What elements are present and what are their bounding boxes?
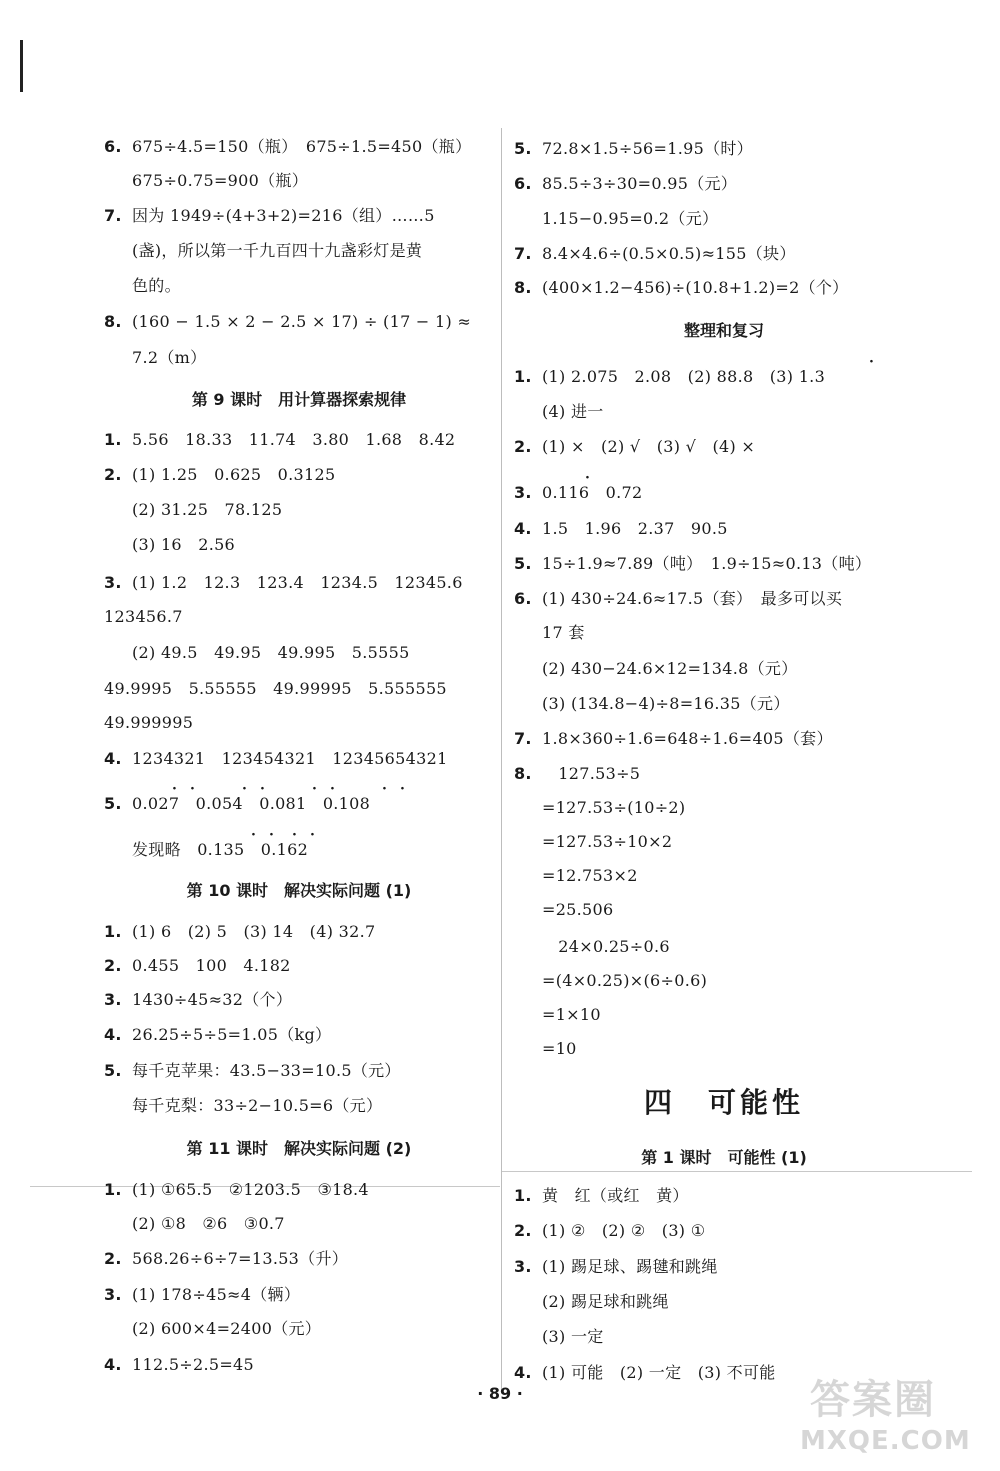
- repeat-dot-mark: ·: [310, 827, 315, 843]
- watermark-logo: 答案圈: [810, 1377, 936, 1423]
- answer-line: 3. (1) 1.2 12.3 123.4 1234.5 12345.6: [104, 573, 463, 592]
- section-heading: 整理和复习: [683, 321, 764, 340]
- answer-line: 675÷0.75=900（瓶）: [132, 171, 309, 190]
- answer-line: 3. (1) 踢足球、踢毽和跳绳: [514, 1257, 718, 1276]
- answer-line: 49.9995 5.55555 49.99995 5.555555: [104, 679, 447, 698]
- answer-line: 17 套: [542, 623, 585, 642]
- answer-line: (3) (134.8−4)÷8=16.35（元）: [542, 694, 790, 713]
- answer-line: 1. 黄 红（或红 黄）: [514, 1186, 689, 1205]
- answer-line: (2) ①8 ②6 ③0.7: [132, 1214, 285, 1233]
- answer-line: (2) 430−24.6×12=134.8（元）: [542, 659, 798, 678]
- answer-line: 8. (160 − 1.5 × 2 − 2.5 × 17) ÷ (17 − 1) ≈: [104, 312, 472, 331]
- answer-line: 3. (1) 178÷45≈4（辆）: [104, 1285, 301, 1304]
- repeat-dot-mark: ·: [585, 470, 590, 486]
- answer-line: 3. 0.116 0.72: [514, 483, 643, 502]
- repeat-dot-mark: ·: [312, 781, 317, 797]
- answer-line: 5. 0.027 0.054 0.081 0.108: [104, 794, 371, 813]
- answer-line: =127.53÷10×2: [542, 832, 673, 851]
- repeat-dot-mark: ·: [400, 781, 405, 797]
- section-heading: 第 1 课时 可能性 (1): [641, 1148, 807, 1167]
- answer-line: 4. (1) 可能 (2) 一定 (3) 不可能: [514, 1363, 776, 1382]
- repeat-dot-mark: ·: [242, 781, 247, 797]
- answer-line: (3) 一定: [542, 1327, 604, 1346]
- answer-line: 6. (1) 430÷24.6≈17.5（套） 最多可以买: [514, 589, 843, 608]
- answer-line: 每千克梨：33÷2−10.5=6（元）: [132, 1096, 383, 1115]
- answer-line: (2) 踢足球和跳绳: [542, 1292, 669, 1311]
- section-heading: 第 11 课时 解决实际问题 (2): [186, 1139, 412, 1158]
- answer-line: 2. (1) ② (2) ② (3) ①: [514, 1221, 706, 1240]
- answer-line: 24×0.25÷0.6: [542, 937, 670, 956]
- answer-line: 4. 1234321 123454321 12345654321: [104, 749, 448, 768]
- repeat-dot-mark: ·: [251, 827, 256, 843]
- page-number: · 89 ·: [477, 1384, 523, 1403]
- answer-line: (4) 进一: [542, 402, 604, 421]
- page-edge-mark: [20, 40, 23, 92]
- answer-line: 6. 675÷4.5=150（瓶） 675÷1.5=450（瓶）: [104, 137, 472, 156]
- answer-line: 7. 8.4×4.6÷(0.5×0.5)≈155（块）: [514, 244, 796, 263]
- repeat-dot-mark: ·: [172, 781, 177, 797]
- answer-line: =127.53÷(10÷2): [542, 798, 686, 817]
- answer-line: 2. (1) × (2) √ (3) √ (4) ×: [514, 437, 756, 456]
- repeat-dot-mark: ·: [190, 781, 195, 797]
- answer-line: 1. (1) 6 (2) 5 (3) 14 (4) 32.7: [104, 922, 376, 941]
- answer-line: 49.999995: [104, 713, 194, 732]
- answer-line: =(4×0.25)×(6÷0.6): [542, 971, 708, 990]
- answer-line: (2) 600×4=2400（元）: [132, 1319, 322, 1338]
- answer-line: 1. (1) 2.075 2.08 (2) 88.8 (3) 1.3: [514, 367, 826, 386]
- answer-line: 2. 0.455 100 4.182: [104, 956, 291, 975]
- answer-line: 5. 15÷1.9≈7.89（吨） 1.9÷15≈0.13（吨）: [514, 554, 872, 573]
- answer-line: 6. 85.5÷3÷30=0.95（元）: [514, 174, 738, 193]
- answer-line: 123456.7: [104, 607, 183, 626]
- answer-line: 7. 1.8×360÷1.6=648÷1.6=405（套）: [514, 729, 833, 748]
- answer-line: 1.15−0.95=0.2（元）: [542, 209, 719, 228]
- answer-line: 4. 112.5÷2.5=45: [104, 1355, 255, 1374]
- answer-line: 5. 72.8×1.5÷56=1.95（时）: [514, 139, 753, 158]
- watermark-site: MXQE.COM: [800, 1426, 971, 1456]
- answer-line: (盏)，所以第一千九百四十九盏彩灯是黄: [132, 241, 423, 260]
- answer-line: (3) 16 2.56: [132, 535, 236, 554]
- answer-line: 5. 每千克苹果：43.5−33=10.5（元）: [104, 1061, 401, 1080]
- answer-line: 2. (1) 1.25 0.625 0.3125: [104, 465, 336, 484]
- section-heading: 第 10 课时 解决实际问题 (1): [186, 881, 412, 900]
- column-divider: [501, 128, 502, 1390]
- answer-line: =25.506: [542, 900, 614, 919]
- repeat-dot-mark: ·: [269, 827, 274, 843]
- answer-line: 7.2（m）: [132, 348, 207, 367]
- answer-line: 2. 568.26÷6÷7=13.53（升）: [104, 1249, 349, 1268]
- repeat-dot-mark: ·: [292, 827, 297, 843]
- answer-line: 8. (400×1.2−456)÷(10.8+1.2)=2（个）: [514, 278, 849, 297]
- chapter-title: 四 可能性: [643, 1086, 804, 1119]
- answer-line: 发现略 0.135 0.162: [132, 840, 309, 859]
- answer-line: 8. 127.53÷5: [514, 764, 641, 783]
- section-heading: 第 9 课时 用计算器探索规律: [191, 390, 407, 409]
- answer-line: (2) 49.5 49.95 49.995 5.5555: [132, 643, 410, 662]
- answer-line: 7. 因为 1949÷(4+3+2)=216（组）……5: [104, 206, 435, 225]
- repeat-dot-mark: ·: [260, 781, 265, 797]
- answer-line: =1×10: [542, 1005, 601, 1024]
- answer-line: 4. 1.5 1.96 2.37 90.5: [514, 519, 728, 538]
- answer-line: 1. 5.56 18.33 11.74 3.80 1.68 8.42: [104, 430, 456, 449]
- repeat-dot-mark: ·: [382, 781, 387, 797]
- answer-line: 4. 26.25÷5÷5=1.05（kg）: [104, 1025, 332, 1044]
- answer-line: 3. 1430÷45≈32（个）: [104, 990, 293, 1009]
- section-rule-right: [502, 1171, 972, 1172]
- repeat-dot-mark: ·: [869, 354, 874, 370]
- answer-line: (2) 31.25 78.125: [132, 500, 283, 519]
- repeat-dot-mark: ·: [330, 781, 335, 797]
- answer-line: 色的。: [132, 276, 181, 295]
- answer-line: 1. (1) ①65.5 ②1203.5 ③18.4: [104, 1180, 369, 1199]
- answer-line: =12.753×2: [542, 866, 638, 885]
- answer-line: =10: [542, 1039, 577, 1058]
